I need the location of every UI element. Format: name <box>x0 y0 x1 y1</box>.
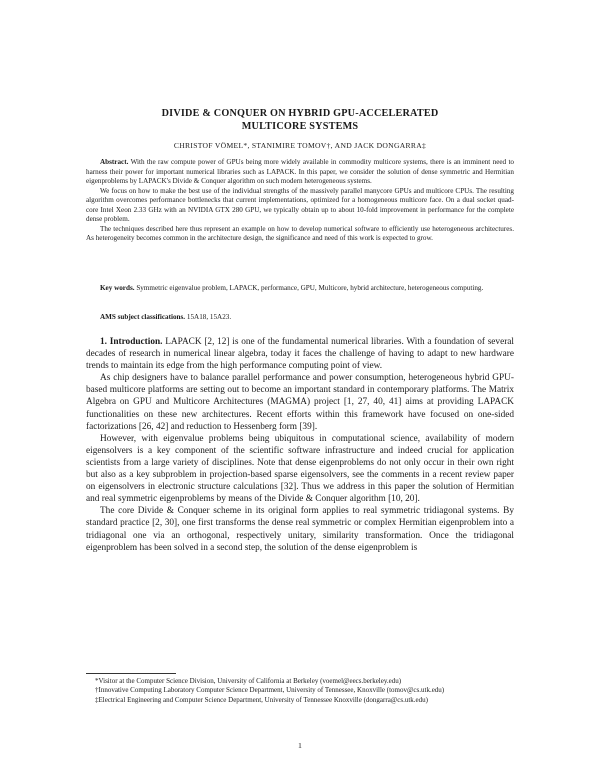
ams-paragraph <box>86 313 514 323</box>
abstract <box>86 158 514 244</box>
footnotes <box>86 677 514 705</box>
intro-text-1: LAPACK [2, 12] is one of the fundamental numerical libraries. With a foundation of several decades of research in numerical linear algebra, today it faces the challenge of having to adapt to new hardware trends to maintain its edge from the high performance computing point of view. <box>86 337 515 372</box>
intro-paragraph-3: However, with eigenvalue problems being ubiquitous in computational science, availability of modern eigensolvers is a key component of the scientific software infrastructure and indeed crucial for application scientists from a large variety of disciplines. Note that dense eigenproblems do not only occur in their own right but also as a key subproblem in projection-based sparse eigensolvers, see the comments in a recent review paper on eigensolvers in electronic structure calculations [32]. Thus we address in this paper the solution of Hermitian and real symmetric eigenproblems by means of the Divide & Conquer algorithm [10, 20]. <box>86 433 514 505</box>
page-number: 1 <box>298 741 302 750</box>
intro-paragraph-4: The core Divide & Conquer scheme in its original form applies to real symmetric tridiagonal systems. By standard practice [2, 30], one first transforms the dense real symmetric or complex Hermitian eigenproblem into a tridiagonal one via an orthogonal, respectively unitary, similarity transformation. Once the tridiagonal eigenproblem has been solved in a second step, the solution of the dense eigenproblem is <box>86 506 514 553</box>
author-list: CHRISTOF VÖMEL*, STANIMIRE TOMOV†, AND JACK DONGARRA‡ <box>173 141 427 150</box>
abstract-label: Abstract. <box>100 158 129 166</box>
footnote-rule <box>86 673 176 674</box>
title-line-2: MULTICORE SYSTEMS <box>241 121 359 132</box>
keywords <box>86 284 514 294</box>
abstract-paragraph-3: The techniques described here thus represent an example on how to develop numerical software to efficiently use heterogeneous architectures. As heterogeneity becomes common in the architecture design, the significance and need of this work is expected to grow. <box>86 224 514 243</box>
abstract-paragraph-2: We focus on how to make the best use of the individual strengths of the massively parallel manycore GPUs and multicore CPUs. The resulting algorithm overcomes performance bottlenecks that current implementations, optimized for a homogeneous multicore face. On a dual socket quad-core Intel Xeon 2.33 GHz with an NVIDIA GTX 280 GPU, we typically obtain up to about 10-fold improvement in performance for the complete dense problem. <box>86 186 514 224</box>
introduction-section <box>86 336 514 554</box>
paper-title <box>86 107 514 133</box>
ams-classifications <box>86 313 514 323</box>
intro-paragraph-2: As chip designers have to balance parallel performance and power consumption, heterogeneous hybrid GPU-based multicore platforms are setting out to become an important standard in contemporary platforms. The Matrix Algebra on GPU and Multicore Architectures (MAGMA) project [1, 27, 40, 41] aims at providing LAPACK functionalities on these new architectures. Recent efforts within this framework have focused on one-sided factorizations [26, 42] and reduction to Hessenberg form [39]. <box>86 373 514 432</box>
intro-paragraph-1 <box>86 336 514 372</box>
abstract-paragraph-1 <box>86 158 514 187</box>
keywords-label: Key words. <box>100 284 135 292</box>
section-heading: 1. Introduction. <box>100 337 163 347</box>
ams-label: AMS subject classifications. <box>100 313 186 321</box>
keywords-paragraph <box>86 284 514 294</box>
abstract-text-1: With the raw compute power of GPUs being more widely available in commodity multicore systems, there is an imminent need to harness their power for important numerical libraries such as LAPACK. In this paper, we consider the solution of dense symmetric and Hermitian eigenproblems by LAPACK's Divide & Conquer algorithm on such modern heterogeneous systems. <box>86 158 515 186</box>
keywords-text: Symmetric eigenvalue problem, LAPACK, performance, GPU, Multicore, hybrid architecture, heterogeneous computing. <box>136 284 484 292</box>
ams-text: 15A18, 15A23. <box>186 313 232 321</box>
footnote-1: *Visitor at the Computer Science Division, University of California at Berkeley (voemel@eecs.berkeley.edu) <box>95 677 402 685</box>
footnote-2: †Innovative Computing Laboratory Computer Science Department, University of Tennessee, Knoxville (tomov@cs.utk.edu) <box>95 686 445 695</box>
title-line-1: DIVIDE & CONQUER ON HYBRID GPU-ACCELERATED <box>161 108 439 119</box>
footnote-3: ‡Electrical Engineering and Computer Science Department, University of Tennessee Knoxville (dongarra@cs.utk.edu) <box>95 695 428 704</box>
